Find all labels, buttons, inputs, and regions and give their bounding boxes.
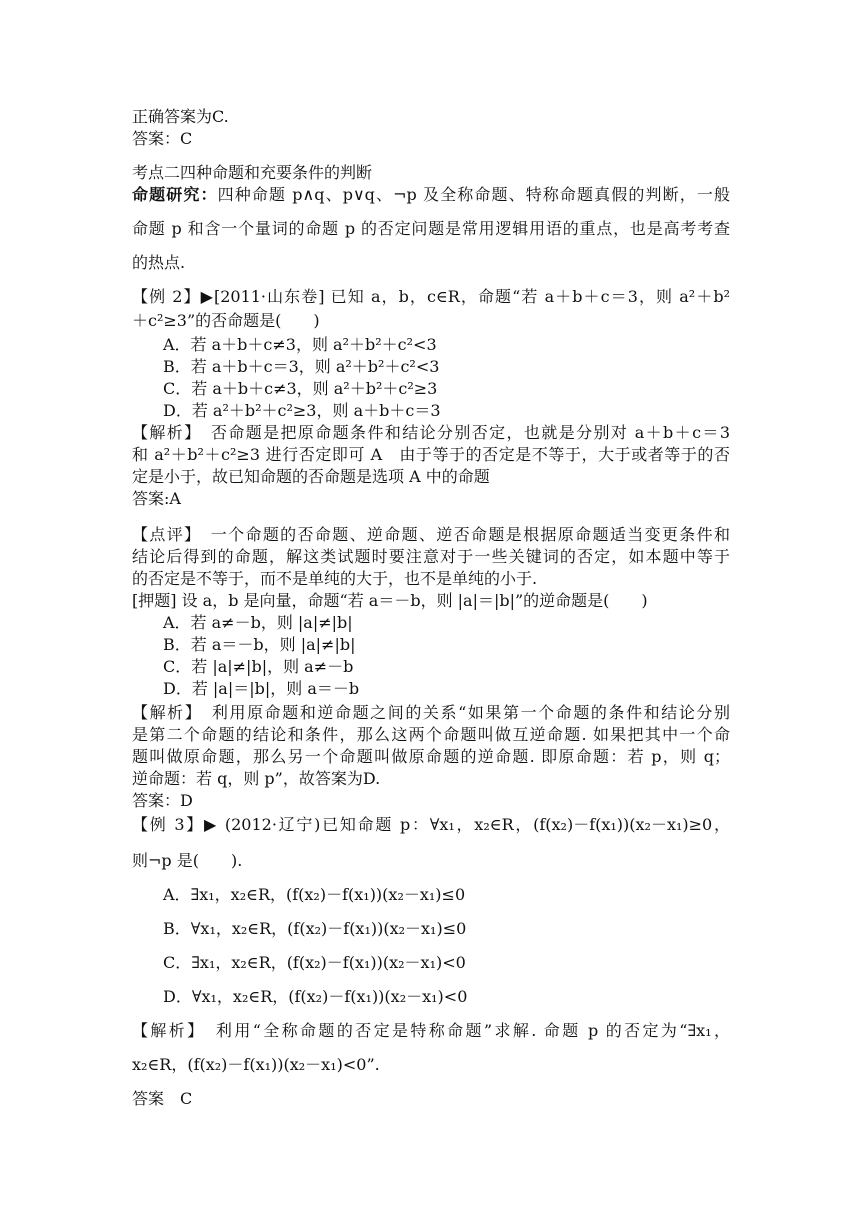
example-3-analysis-1: 【解析】 利用“全称命题的否定是特称命题”求解. 命题 p 的否定为“∃x₁， (132, 1021, 730, 1040)
answer-line: 答案：C (132, 129, 193, 148)
predict-analysis-3: 题叫做原命题，那么另一个命题叫做原命题的逆命题. 即原命题：若 p，则 q； (132, 747, 730, 766)
predict-answer: 答案：D (132, 791, 193, 810)
example-3-question: 【例 3】▶ (2012·辽宁)已知命题 p：∀x₁，x₂∈R，(f(x₂)－f(x₁))(x₂－x₁)≥0， (132, 815, 730, 834)
example-3-answer: 答案 C (132, 1089, 193, 1108)
predict-option-c: C．若 |a|≠|b|，则 a≠－b (163, 657, 354, 676)
research-line-1 (132, 185, 730, 205)
predict-option-b: B．若 a＝－b，则 |a|≠|b| (163, 635, 356, 654)
example-2-analysis-3: 定是小于，故已知命题的否命题是选项 A 中的命题 (132, 467, 490, 486)
example-2-question: 【例 2】▶[2011·山东卷] 已知 a，b，c∈R，命题“若 a＋b＋c＝3，则 a²＋b² (132, 287, 730, 306)
example-3-option-d: D．∀x₁，x₂∈R，(f(x₂)－f(x₁))(x₂－x₁)<0 (163, 987, 468, 1006)
predict-question: [押题] 设 a，b 是向量，命题“若 a＝－b，则 |a|＝|b|”的逆命题是( ) (132, 591, 648, 610)
example-2-option-a: A．若 a＋b＋c≠3，则 a²＋b²＋c²<3 (163, 335, 437, 354)
research-line-3: 的热点. (132, 253, 186, 272)
example-2-question-cont: ＋c²≥3”的否命题是( ) (132, 311, 320, 330)
example-2-analysis-1: 【解析】 否命题是把原命题条件和结论分别否定，也就是分别对 a＋b＋c＝3 (132, 423, 730, 442)
example-3-question-cont: 则¬p 是( ). (132, 851, 243, 870)
example-2-option-d: D．若 a²＋b²＋c²≥3，则 a＋b＋c＝3 (163, 401, 441, 420)
predict-option-a: A．若 a≠－b，则 |a|≠|b| (163, 613, 353, 632)
predict-option-d: D．若 |a|＝|b|，则 a＝－b (163, 679, 360, 698)
predict-analysis-2: 是第二个命题的结论和条件，那么这两个命题叫做互逆命题. 如果把其中一个命 (132, 725, 730, 744)
research-text: 四种命题 p∧q、p∨q、¬p 及全称命题、特称命题真假的判断，一般 (217, 185, 730, 204)
research-line-2: 命题 p 和含一个量词的命题 p 的否定问题是常用逻辑用语的重点，也是高考考查 (132, 219, 730, 238)
predict-analysis-1: 【解析】 利用原命题和逆命题之间的关系“如果第一个命题的条件和结论分别 (132, 703, 730, 722)
example-3-analysis-2: x₂∈R，(f(x₂)－f(x₁))(x₂－x₁)<0”. (132, 1055, 380, 1074)
answer-statement: 正确答案为C. (132, 107, 229, 126)
example-3-option-b: B．∀x₁，x₂∈R，(f(x₂)－f(x₁))(x₂－x₁)≤0 (163, 919, 467, 938)
predict-analysis-4: 逆命题：若 q，则 p”，故答案为D. (132, 769, 381, 788)
example-3-option-c: C．∃x₁，x₂∈R，(f(x₂)－f(x₁))(x₂－x₁)<0 (163, 953, 466, 972)
example-3-option-a: A．∃x₁，x₂∈R，(f(x₂)－f(x₁))(x₂－x₁)≤0 (163, 885, 466, 904)
comment-line-1: 【点评】 一个命题的否命题、逆命题、逆否命题是根据原命题适当变更条件和 (132, 525, 730, 544)
research-label: 命题研究： (132, 185, 218, 204)
comment-line-3: 的否定是不等于，而不是单纯的大于，也不是单纯的小于. (132, 569, 538, 588)
example-2-answer: 答案:A (132, 489, 181, 508)
section-heading: 考点二四种命题和充要条件的判断 (132, 163, 373, 182)
example-2-option-b: B．若 a＋b＋c＝3，则 a²＋b²＋c²<3 (163, 357, 440, 376)
example-2-analysis-2: 和 a²＋b²＋c²≥3 进行否定即可 A 由于等于的否定是不等于，大于或者等于的否 (132, 445, 730, 464)
example-2-option-c: C．若 a＋b＋c≠3，则 a²＋b²＋c²≥3 (163, 379, 438, 398)
comment-line-2: 结论后得到的命题，解这类试题时要注意对于一些关键词的否定，如本题中等于 (132, 547, 730, 566)
